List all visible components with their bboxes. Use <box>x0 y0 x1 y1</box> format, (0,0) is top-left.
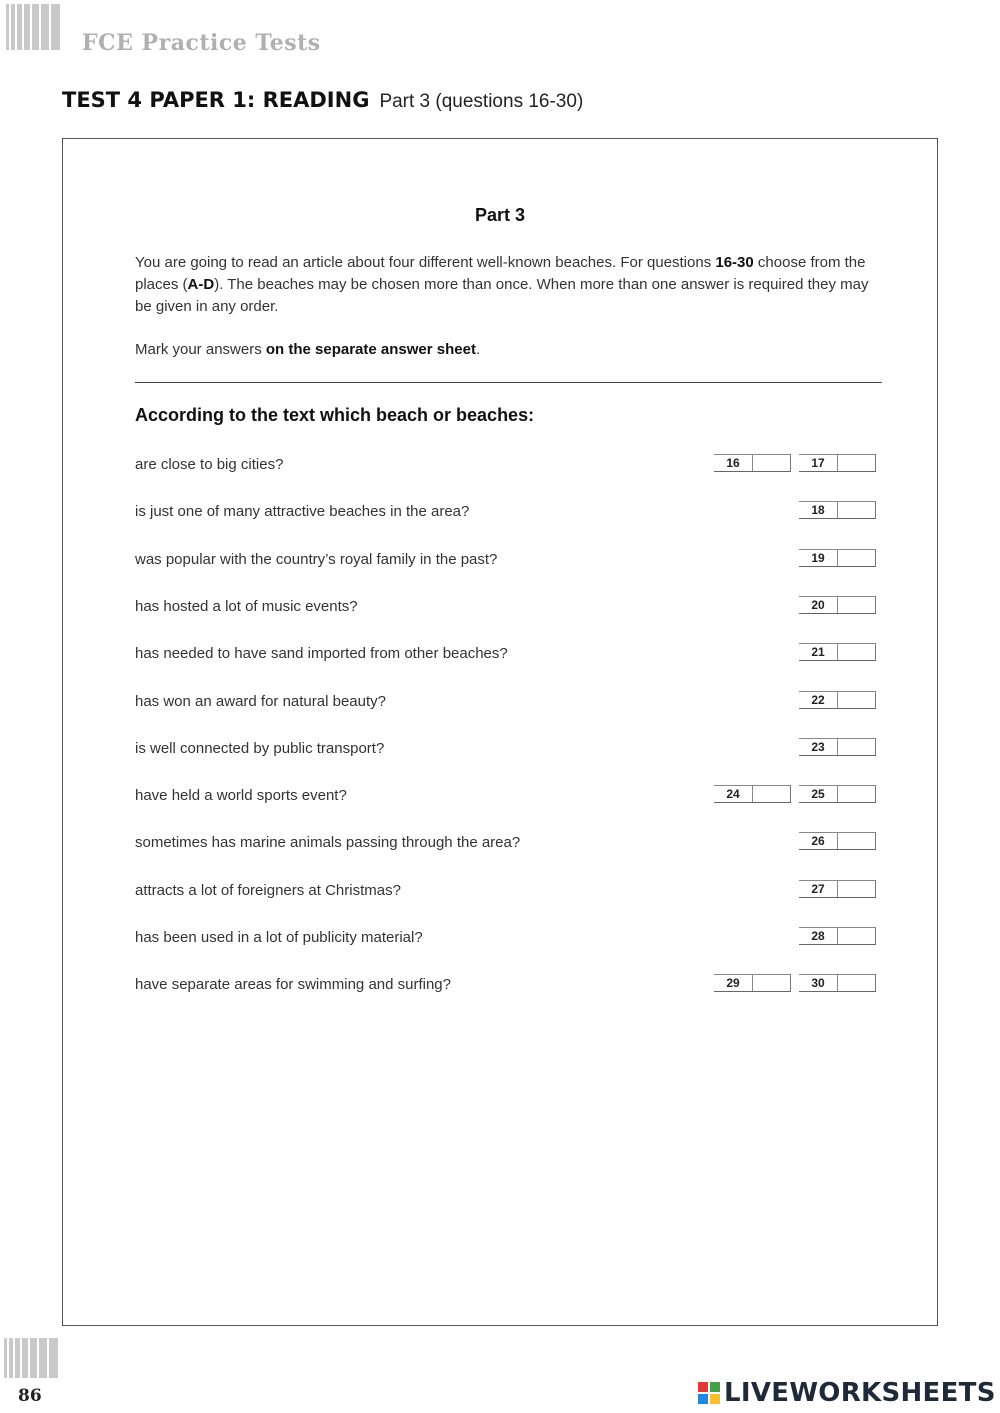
answer-slot-divider <box>752 975 753 991</box>
question-text: has been used in a lot of publicity material? <box>135 929 423 946</box>
brand[interactable] <box>698 1378 996 1408</box>
answer-box-number: 16 <box>726 456 740 470</box>
answer-box[interactable] <box>799 549 876 567</box>
intro-text-2: choose from the places ( <box>135 254 866 293</box>
answer-box[interactable] <box>714 785 791 803</box>
answer-box[interactable] <box>799 927 876 945</box>
answer-box[interactable] <box>799 596 876 614</box>
instructions-paragraph <box>135 252 885 318</box>
answer-box-number: 29 <box>726 976 740 990</box>
answer-slot-divider <box>837 455 838 471</box>
answer-slot-divider <box>837 928 838 944</box>
divider <box>135 382 882 383</box>
header-stripes <box>6 4 66 50</box>
intro-range: 16-30 <box>715 254 754 271</box>
answer-slot-divider <box>752 786 753 802</box>
answer-box-number: 22 <box>811 693 825 707</box>
test-subtitle: Part 3 (questions 16-30) <box>379 91 584 112</box>
answer-instruction-end: . <box>475 341 481 358</box>
answer-box-number: 30 <box>811 976 825 990</box>
answer-slot-divider <box>837 739 838 755</box>
question-text: was popular with the country’s royal family in the past? <box>135 551 498 568</box>
liveworksheets-logo-icon <box>698 1382 720 1404</box>
test-label: TEST 4 PAPER 1: READING <box>62 88 370 112</box>
question-row <box>0 785 1000 809</box>
answer-slot-divider <box>837 881 838 897</box>
question-row <box>0 454 1000 478</box>
answer-box[interactable] <box>799 832 876 850</box>
answer-box-number: 19 <box>811 551 825 565</box>
answer-slot-divider <box>752 455 753 471</box>
answer-slot-divider <box>837 597 838 613</box>
footer-stripes <box>4 1338 66 1378</box>
question-row <box>0 596 1000 620</box>
question-row <box>0 832 1000 856</box>
question-text: are close to big cities? <box>135 456 284 473</box>
question-row <box>0 549 1000 573</box>
intro-text: You are going to read an article about four different well-known beaches. For questions <box>135 254 716 271</box>
brand-name: LIVEWORKSHEETS <box>724 1378 996 1408</box>
question-text: sometimes has marine animals passing through the area? <box>135 834 521 851</box>
question-row <box>0 880 1000 904</box>
question-row <box>0 691 1000 715</box>
answer-box-number: 20 <box>811 598 825 612</box>
answer-box[interactable] <box>799 880 876 898</box>
answer-box-number: 25 <box>811 787 825 801</box>
question-row <box>0 738 1000 762</box>
answer-box[interactable] <box>714 454 791 472</box>
answer-box[interactable] <box>799 454 876 472</box>
question-text: attracts a lot of foreigners at Christmas? <box>135 882 401 899</box>
question-row <box>0 501 1000 525</box>
answer-box[interactable] <box>799 785 876 803</box>
answer-box-number: 23 <box>811 740 825 754</box>
answer-instruction <box>135 339 885 361</box>
answer-instruction-text: Mark your answers <box>135 341 266 358</box>
answer-box-number: 27 <box>811 882 825 896</box>
page-number: 86 <box>18 1386 42 1406</box>
answer-box-number: 28 <box>811 929 825 943</box>
question-text: has needed to have sand imported from other beaches? <box>135 645 508 662</box>
part-title: Part 3 <box>474 205 526 225</box>
answer-box[interactable] <box>799 691 876 709</box>
answer-slot-divider <box>837 833 838 849</box>
question-text: have separate areas for swimming and surfing? <box>135 976 451 993</box>
question-row <box>0 927 1000 951</box>
answer-slot-divider <box>837 975 838 991</box>
answer-slot-divider <box>837 550 838 566</box>
question-row <box>0 643 1000 667</box>
answer-box[interactable] <box>799 738 876 756</box>
answer-box-number: 17 <box>811 456 825 470</box>
question-text: has hosted a lot of music events? <box>135 598 358 615</box>
answer-box-number: 18 <box>811 503 825 517</box>
question-row <box>0 974 1000 998</box>
answer-box[interactable] <box>714 974 791 992</box>
answer-slot-divider <box>837 786 838 802</box>
answer-box[interactable] <box>799 974 876 992</box>
question-text: is just one of many attractive beaches in the area? <box>135 503 470 520</box>
test-heading <box>62 88 583 113</box>
answer-slot-divider <box>837 644 838 660</box>
answer-box-number: 24 <box>726 787 740 801</box>
book-title: FCE Practice Tests <box>82 30 321 56</box>
question-heading: According to the text which beach or beaches: <box>135 405 535 425</box>
answer-sheet-emphasis: on the separate answer sheet <box>265 341 476 358</box>
question-text: is well connected by public transport? <box>135 740 385 757</box>
answer-box-number: 26 <box>811 834 825 848</box>
answer-slot-divider <box>837 692 838 708</box>
answer-box[interactable] <box>799 501 876 519</box>
question-text: have held a world sports event? <box>135 787 347 804</box>
question-text: has won an award for natural beauty? <box>135 693 386 710</box>
answer-box-number: 21 <box>811 645 825 659</box>
intro-places: A-D <box>187 276 215 293</box>
answer-slot-divider <box>837 502 838 518</box>
answer-box[interactable] <box>799 643 876 661</box>
intro-text-3: ). The beaches may be chosen more than once. When more than one answer is required they may be given in any order. <box>135 276 869 315</box>
